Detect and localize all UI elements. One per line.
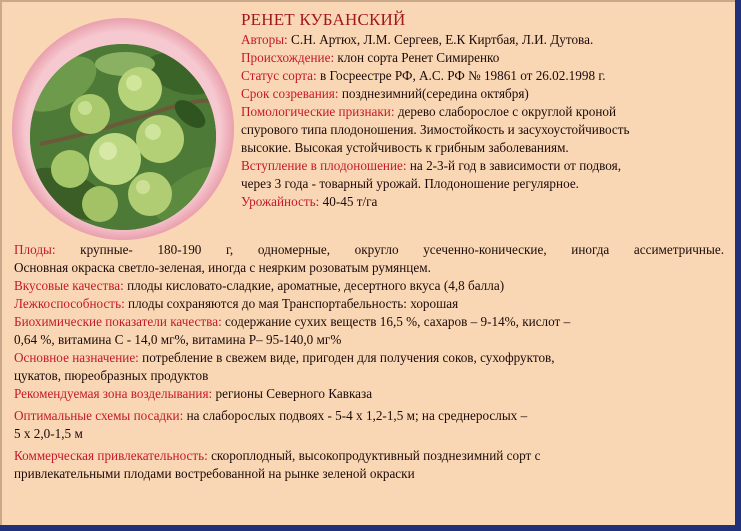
appeal-row [14, 447, 540, 465]
biochem-row [14, 313, 570, 331]
status-value: в Госреестре РФ, А.С. РФ № 19861 от 26.02.1998 г. [316, 68, 606, 83]
appeal-label: Коммерческая привлекательность: [14, 448, 208, 463]
apple-illustration [30, 44, 216, 230]
photo-frame [12, 18, 234, 240]
purpose-label: Основное назначение: [14, 350, 139, 365]
storage-label: Лежкоспособность: [14, 296, 125, 311]
schemes-label: Оптимальные схемы посадки: [14, 408, 184, 423]
ripening-label: Срок созревания: [241, 86, 339, 101]
bearing-line2: через 3 года - товарный урожай. Плодоношение регулярное. [241, 176, 579, 191]
yield-value: 40-45 т/га [319, 194, 378, 209]
schemes-row [14, 407, 527, 425]
biochem-line1: содержание сухих веществ 16,5 %, сахаров – 9-14%, кислот – [221, 314, 571, 329]
schemes-line2: 5 х 2,0-1,5 м [14, 426, 83, 441]
fruits-line2: Основная окраска светло-зеленая, иногда с неярким розоватым румянцем. [14, 260, 431, 275]
bearing-line1: на 2-3-й год в зависимости от подвоя, [406, 158, 622, 173]
pomology-line1: дерево слаборослое с округлой кроной [394, 104, 617, 119]
zone-label: Рекомендуемая зона возделывания: [14, 386, 213, 401]
taste-value: плоды кисловато-сладкие, ароматные, десертного вкуса (4,8 балла) [123, 278, 505, 293]
biochem-label: Биохимические показатели качества: [14, 314, 222, 329]
pomology-line3: высокие. Высокая устойчивость к грибным заболеваниям. [241, 140, 569, 155]
pomology-row [241, 103, 616, 121]
bearing-label: Вступление в плодоношение: [241, 158, 407, 173]
bearing-row [241, 157, 621, 175]
yield-row [241, 193, 377, 211]
ripening-value: позднезимний(середина октября) [338, 86, 529, 101]
taste-row [14, 277, 504, 295]
origin-value: клон сорта Ренет Симиренко [334, 50, 500, 65]
purpose-line2: цукатов, пюреобразных продуктов [14, 368, 209, 383]
appeal-line1: скороплодный, высокопродуктивный позднезимний сорт с [207, 448, 541, 463]
status-label: Статус сорта: [241, 68, 317, 83]
authors-value: С.Н. Артюх, Л.М. Сергеев, Е.К Киртбая, Л.И. Дутова. [287, 32, 594, 47]
zone-value: регионы Северного Кавказа [212, 386, 373, 401]
storage-value: плоды сохраняются до мая Транспортабельность: хорошая [124, 296, 459, 311]
ripening-row [241, 85, 529, 103]
pomology-line2: спурового типа плодоношения. Зимостойкость и засухоустойчивость [241, 122, 630, 137]
fruits-label: Плоды: [14, 242, 56, 257]
fruits-row [14, 241, 724, 259]
zone-row [14, 385, 372, 403]
page-title: РЕНЕТ КУБАНСКИЙ [241, 10, 406, 29]
storage-row [14, 295, 458, 313]
pomology-label: Помологические признаки: [241, 104, 395, 119]
origin-label: Происхождение: [241, 50, 335, 65]
authors-row [241, 31, 593, 49]
biochem-line2: 0,64 %, витамина С - 14,0 мг%, витамина Р– 95-140,0 мг% [14, 332, 342, 347]
origin-row [241, 49, 499, 67]
appeal-line2: привлекательными плодами востребованной на рынке зеленой окраски [14, 466, 415, 481]
purpose-row [14, 349, 555, 367]
taste-label: Вкусовые качества: [14, 278, 124, 293]
yield-label: Урожайность: [241, 194, 320, 209]
purpose-line1: потребление в свежем виде, пригоден для получения соков, сухофруктов, [138, 350, 555, 365]
apple-photo [30, 44, 216, 230]
fruits-line1: крупные- 180-190 г, одномерные, округло усеченно-конические, иногда ассиметричные. [55, 242, 724, 257]
authors-label: Авторы: [241, 32, 288, 47]
schemes-line1: на слаборослых подвоях - 5-4 х 1,2-1,5 м; на среднерослых – [183, 408, 528, 423]
status-row [241, 67, 606, 85]
